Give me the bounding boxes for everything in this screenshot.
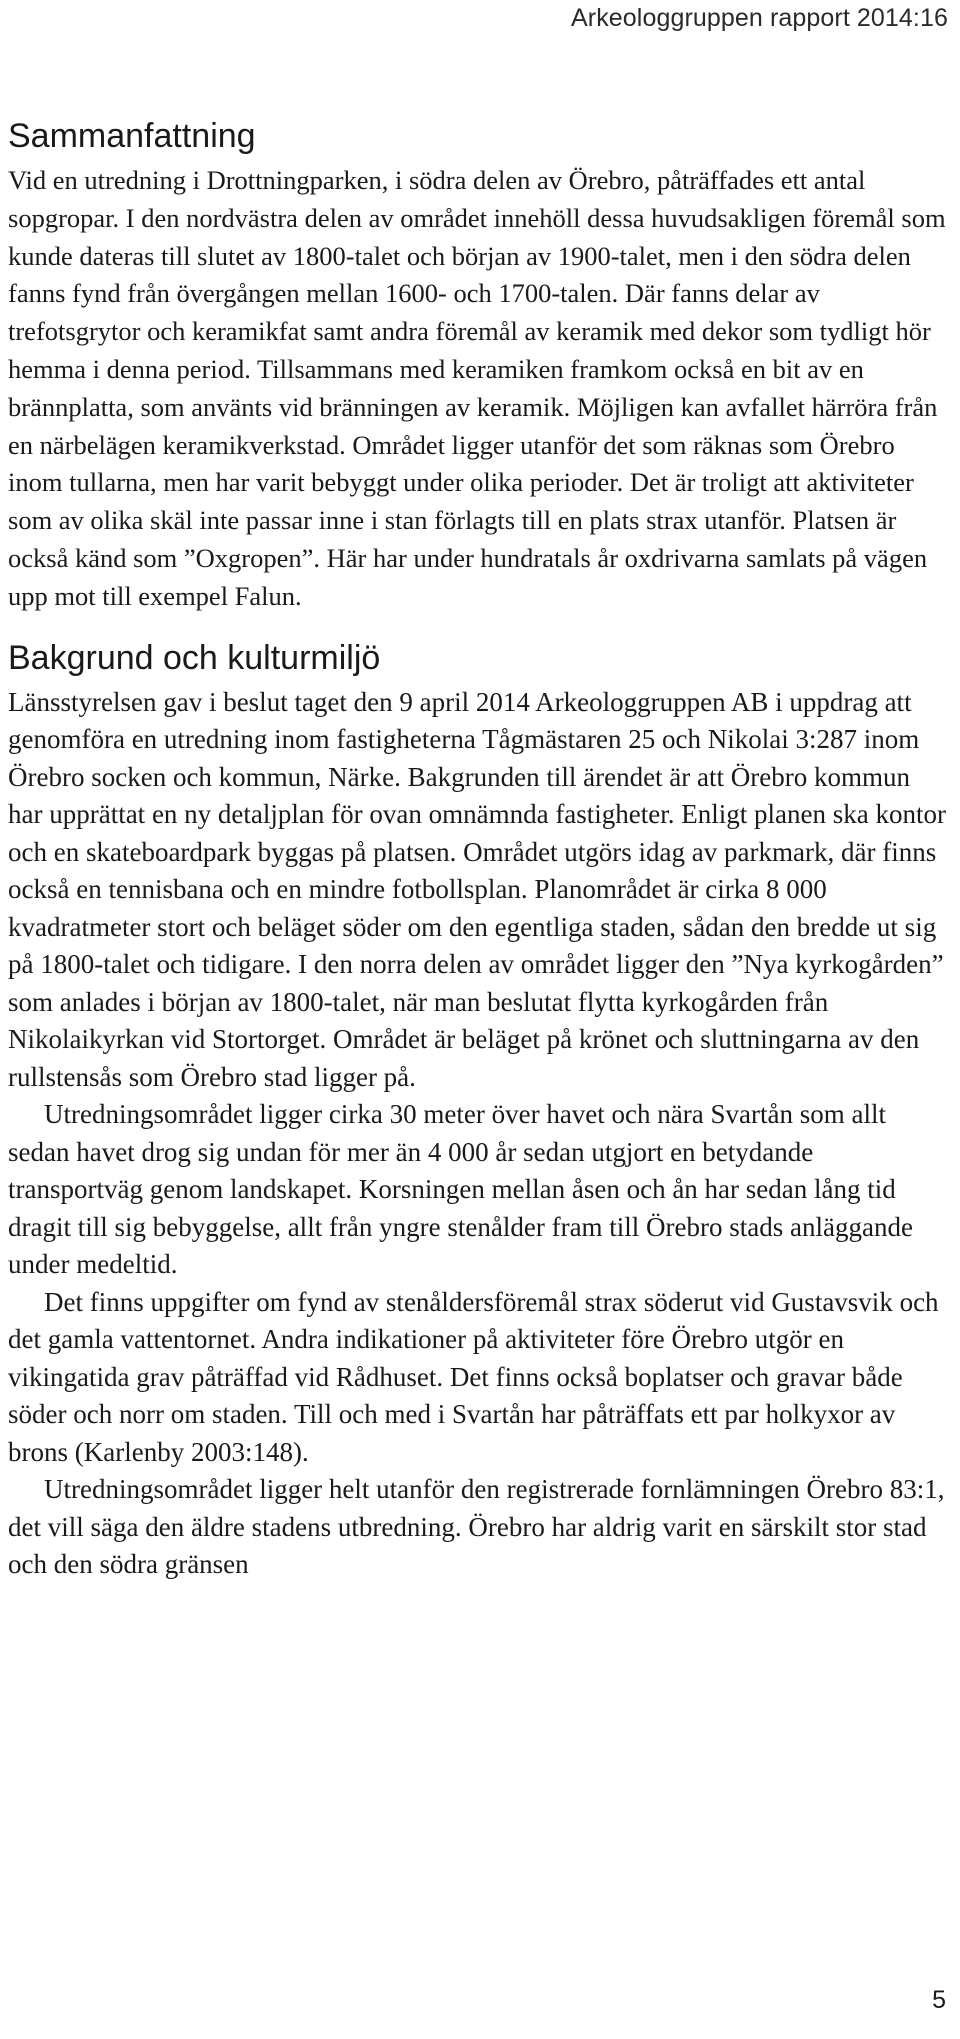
background-paragraph-1: Länsstyrelsen gav i beslut taget den 9 april 2014 Arkeologgruppen AB i uppdrag att genomföra en utredning inom fastigheterna Tågmästaren 25 och Nikolai 3:287 inom Örebro socken och kommun, Närke. Bakgrunden till ärendet är att Örebro kommun har upprättat en ny detaljplan för ovan omnämnda fastigheter. Enligt planen ska kontor och en skateboardpark byggas på platsen. Området utgörs idag av parkmark, där finns också en tennisbana och en mindre fotbollsplan. Planområdet är cirka 8 000 kvadratmeter stort och beläget söder om den egentliga staden, sådan den bredde ut sig på 1800-talet och tidigare. I den norra delen av området ligger den ”Nya kyrkogården” som anlades i början av 1800-talet, när man beslutat flytta kyrkogården från Nikolaikyrkan vid Stortorget. Området är beläget på krönet och sluttningarna av den rullstensås som Örebro stad ligger på. [8, 686, 946, 1092]
section-bakgrund [8, 638, 948, 1584]
report-body [8, 116, 948, 1584]
section-sammanfattning [8, 116, 948, 616]
background-paragraph-3: Det finns uppgifter om fynd av stenåldersföremål strax söderut vid Gustavsvik och det gamla vattentornet. Andra indikationer på aktiviteter före Örebro utgör en vikingatida grav påträffad vid Rådhuset. Det finns också boplatser och gravar både söder och norr om staden. Till och med i Svartån har påträffats ett par holkyxor av brons (Karlenby 2003:148). [8, 1286, 939, 1467]
background-paragraph-4: Utredningsområdet ligger helt utanför den registrerade fornlämningen Örebro 83:1, det vill säga den äldre stadens utbredning. Örebro har aldrig varit en särskilt stor stad och den södra gränsen [8, 1474, 945, 1580]
section-heading-sammanfattning: Sammanfattning [8, 117, 256, 155]
section-heading-bakgrund: Bakgrund och kulturmiljö [8, 638, 381, 677]
background-paragraph-2: Utredningsområdet ligger cirka 30 meter över havet och nära Svartån som allt sedan havet drog sig undan för mer än 4 000 år sedan utgjort en betydande transportväg genom landskapet. Korsningen mellan åsen och ån har sedan lång tid dragit till sig bebyggelse, allt från yngre stenålder fram till Örebro stads anläggande under medeltid. [8, 1099, 913, 1280]
page-number: 5 [932, 1986, 946, 2014]
running-header: Arkeologgruppen rapport 2014:16 [571, 4, 948, 32]
summary-paragraph: Vid en utredning i Drottningparken, i södra delen av Örebro, påträffades ett antal sopgropar. I den nordvästra delen av området innehöll dessa huvudsakligen föremål som kunde dateras till slutet av 1800-talet och början av 1900-talet, men i den södra delen fanns fynd från övergången mellan 1600- och 1700-talen. Där fanns delar av trefotsgrytor och keramikfat samt andra föremål av keramik med dekor som tydligt hör hemma i denna period. Tillsammans med keramiken framkom också en bit av en brännplatta, som använts vid bränningen av keramik. Möjligen kan avfallet härröra från en närbelägen keramikverkstad. Området ligger utanför det som räknas som Örebro inom tullarna, men har varit bebyggt under olika perioder. Det är troligt att aktiviteter som av olika skäl inte passar inne i stan förlagts till en plats strax utanför. Platsen är också känd som ”Oxgropen”. Här har under hundratals år oxdrivarna samlats på vägen upp mot till exempel Falun. [8, 165, 946, 611]
